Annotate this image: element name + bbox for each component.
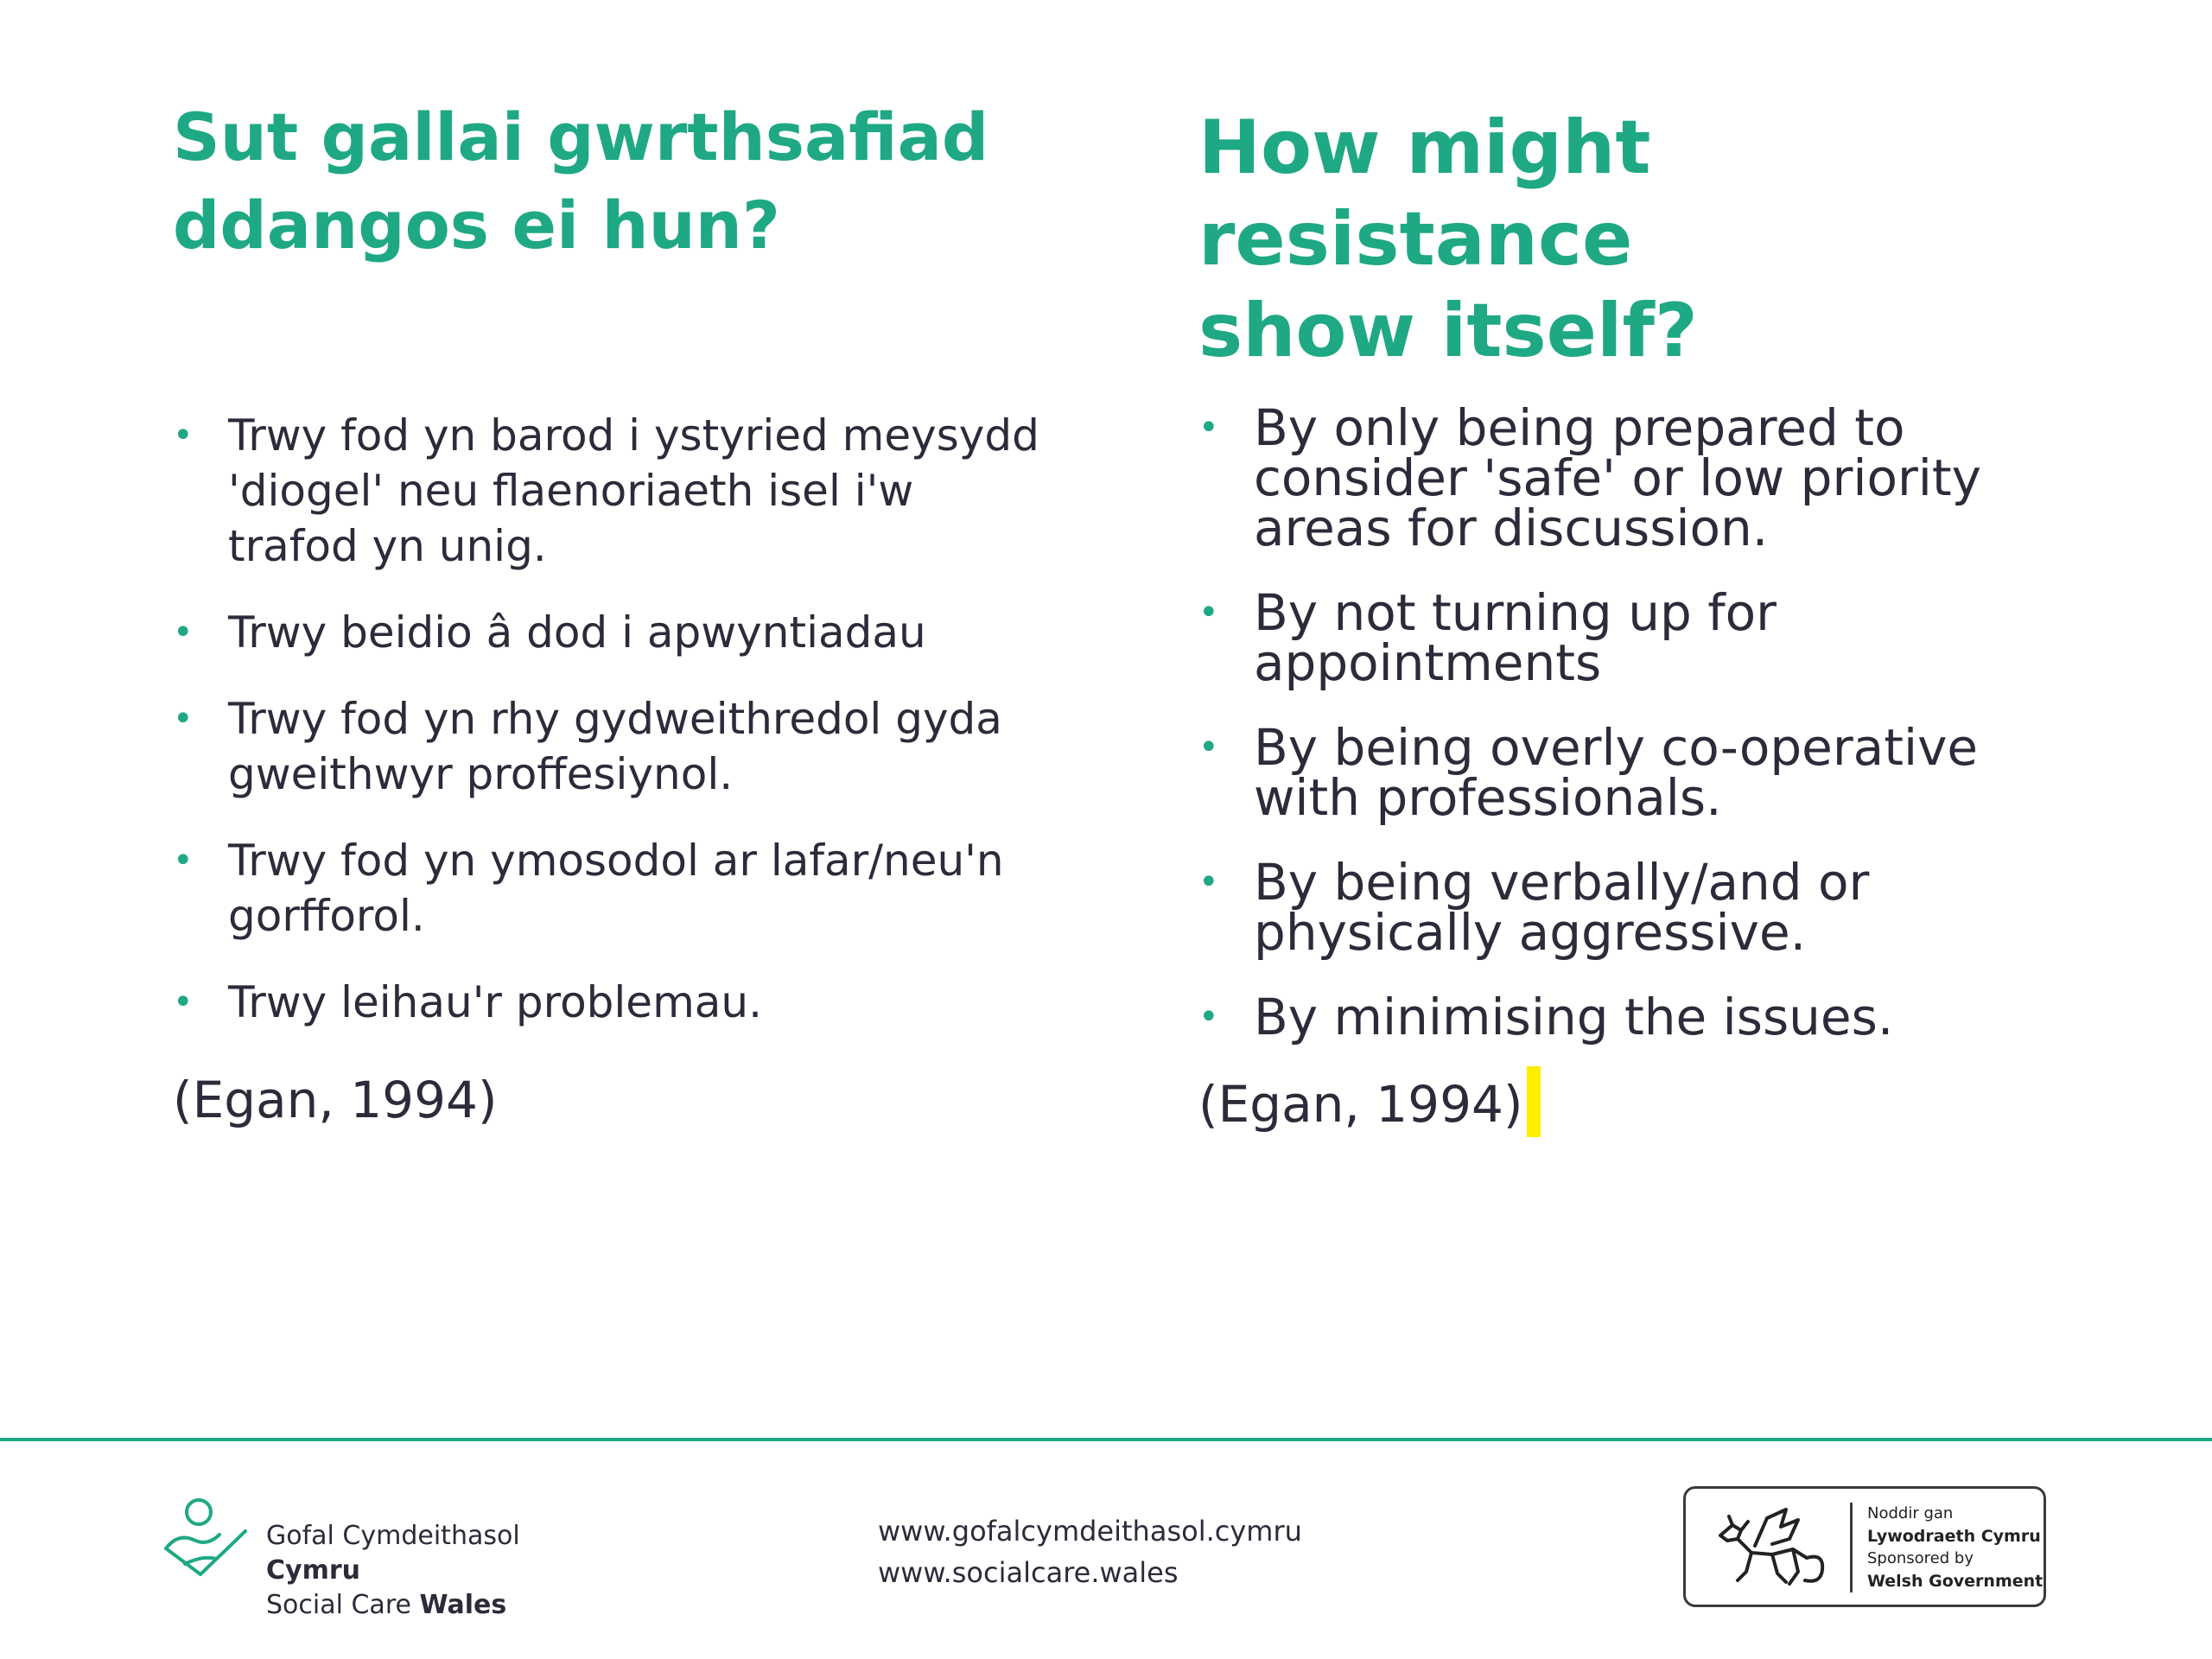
bullet-text: By being overly co-operative with professionals. <box>1254 718 1979 827</box>
bullet-icon: • <box>1198 728 1219 767</box>
bullet-icon: • <box>1198 593 1219 632</box>
english-bullet-list <box>1198 398 2097 1077</box>
bullet-text: Trwy fod yn ymosodol ar lafar/neu'n gorfforol. <box>228 836 1004 941</box>
bullet-text: By not turning up for appointments <box>1254 583 1777 692</box>
list-item <box>173 605 1054 660</box>
bullet-text: Trwy fod yn barod i ystyried meysydd 'diogel' neu flaenoriaeth isel i'w trafod yn unig. <box>228 410 1039 571</box>
bullet-icon: • <box>1198 997 1219 1037</box>
bullet-text: By only being prepared to consider 'safe' or low priority areas for discussion. <box>1254 398 1981 557</box>
list-item <box>1198 398 2097 557</box>
bullet-icon: • <box>173 699 194 739</box>
footer-urls <box>878 1510 1302 1593</box>
bullet-text: Trwy leihau'r problemau. <box>228 977 762 1027</box>
bullet-icon: • <box>173 416 194 455</box>
welsh-bullet-list <box>173 408 1054 1061</box>
bullet-icon: • <box>173 841 194 880</box>
list-item <box>173 691 1054 802</box>
logo-line-welsh: Gofal Cymdeithasol Cymru <box>266 1521 520 1586</box>
bullet-text: By minimising the issues. <box>1254 988 1894 1046</box>
list-item <box>1198 988 2097 1046</box>
citation-text: (Egan, 1994) <box>1198 1075 1523 1134</box>
bullet-text: By being verbally/and or physically aggressive. <box>1254 853 1870 962</box>
list-item <box>1198 718 2097 827</box>
welsh-government-sponsor-badge <box>1683 1486 2046 1607</box>
bullet-text: Trwy fod yn rhy gydweithredol gyda gweithwyr proffesiynol. <box>228 694 1002 799</box>
welsh-dragon-icon <box>1703 1501 1841 1596</box>
bullet-text: Trwy beidio â dod i apwyntiadau <box>228 607 926 658</box>
url-welsh-link[interactable]: www.gofalcymdeithasol.cymru <box>878 1515 1302 1548</box>
english-title: How might resistance show itself? <box>1198 105 1698 374</box>
footer-divider <box>0 1438 2212 1441</box>
bullet-icon: • <box>1198 862 1219 902</box>
social-care-wales-logo <box>159 1495 608 1620</box>
logo-text <box>266 1519 608 1623</box>
list-item <box>1198 583 2097 692</box>
list-item <box>1198 853 2097 962</box>
bullet-icon: • <box>173 613 194 652</box>
logo-line-english: Social Care Wales <box>266 1590 507 1620</box>
welsh-citation: (Egan, 1994) <box>173 1071 498 1129</box>
text-cursor-highlight <box>1527 1066 1541 1137</box>
sponsor-text: Noddir gan Lywodraeth Cymru Sponsored by Welsh Government <box>1867 1504 2044 1591</box>
list-item <box>173 833 1054 944</box>
list-item <box>173 975 1054 1030</box>
bullet-icon: • <box>173 982 194 1022</box>
logo-mark-icon <box>159 1495 254 1590</box>
welsh-title: Sut gallai gwrthsafiad ddangos ei hun? <box>173 99 989 264</box>
english-citation[interactable] <box>1198 1066 1541 1137</box>
sponsor-divider <box>1850 1503 1853 1592</box>
bullet-icon: • <box>1198 408 1219 448</box>
list-item <box>173 408 1054 574</box>
url-english-link[interactable]: www.socialcare.wales <box>878 1556 1179 1589</box>
